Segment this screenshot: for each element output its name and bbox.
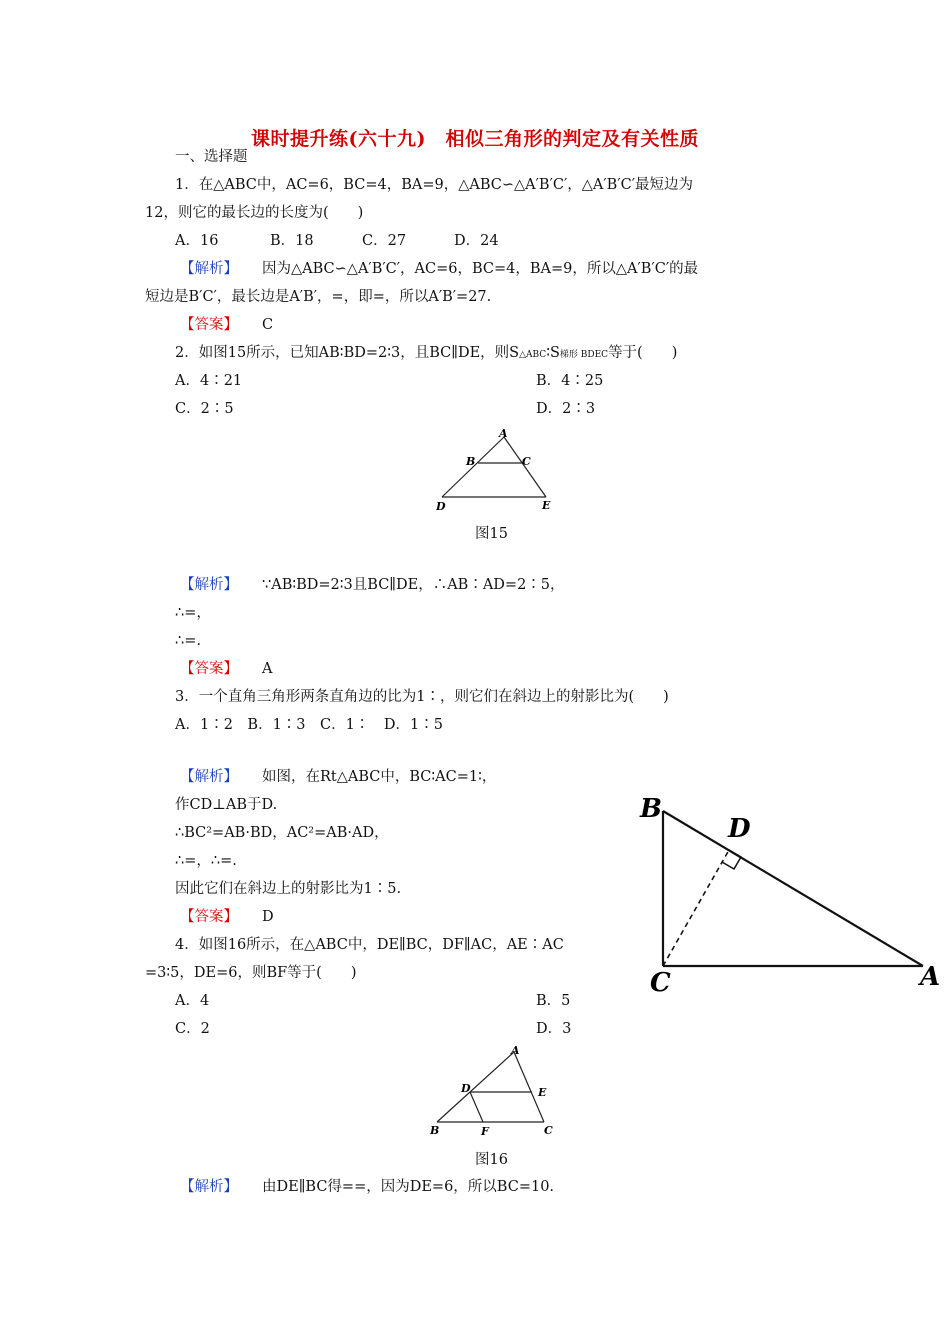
fig16-label-a: A [511,1044,520,1057]
q2-stem-sub2: 梯形 BDEC [559,350,609,360]
q3-answer: D [262,909,274,925]
fig15-caption: 图15 [475,526,508,542]
q2-analysis-line1: ∵AB∶BD=2∶3且BC∥DE，∴AB∶AD=2∶5， [262,577,565,593]
q1-analysis-line1: 因为△ABC∽△A′B′C′，AC=6，BC=4，BA=9，所以△A′B′C′的最 [262,261,699,277]
fig16-label-f: F [481,1125,489,1138]
fig3-label-c: C [650,968,671,998]
q2-option-b: B．4∶25 [536,373,604,389]
q3-analysis-line3: ∴BC²=AB·BD，AC²=AB·AD， [175,825,389,841]
q2-analysis-tag: 【解析】 [180,577,238,593]
q2-stem-sub1: △ABC [519,350,547,360]
q4-stem-line1: 4．如图16所示，在△ABC中，DE∥BC，DF∥AC，AE∶AC [175,937,564,953]
fig3-label-a: A [920,962,941,992]
q3-analysis-tag: 【解析】 [180,769,238,785]
q3-analysis-line2: 作CD⊥AB于D. [175,797,278,813]
fig15-label-d: D [436,500,446,513]
fig15-label-e: E [542,499,551,512]
q2-answer: A [262,661,273,677]
q4-option-d: D．3 [536,1021,572,1037]
q4-analysis-line1: 由DE∥BC得==，因为DE=6，所以BC=10. [262,1179,555,1195]
fig16-label-c: C [544,1124,553,1137]
fig16-label-e: E [538,1086,547,1099]
q4-option-b: B．5 [536,993,571,1009]
q2-stem-part3: 等于( ) [608,345,678,361]
fig3-label-d: D [728,814,751,844]
fig16-caption: 图16 [475,1152,508,1168]
q2-stem-part2: ∶S [546,345,560,361]
q4-option-c: C．2 [175,1021,210,1037]
q4-stem-line2: =3∶5，DE=6，则BF等于( ) [145,965,357,981]
q3-analysis-line5: 因此它们在斜边上的射影比为1∶5. [175,881,402,897]
fig15-label-a: A [499,427,508,440]
q3-stem: 3．一个直角三角形两条直角边的比为1∶，则它们在斜边上的射影比为( ) [175,689,669,705]
q1-answer: C [262,317,274,333]
fig3-label-b: B [640,794,662,824]
right-triangle-figure [630,785,945,1000]
page-title: 课时提升练(六十九) 相似三角形的判定及有关性质 [251,128,699,150]
q3-answer-tag: 【答案】 [180,909,238,925]
q2-stem-part1: 2．如图15所示，已知AB∶BD=2∶3，且BC∥DE，则S [175,345,520,361]
q1-option-d: D．24 [454,233,499,249]
q3-analysis-line4: ∴=，∴=. [175,853,237,869]
fig15-label-c: C [522,455,531,468]
q3-analysis-line1: 如图，在Rt△ABC中，BC∶AC=1∶， [262,769,497,785]
q2-option-c: C．2∶5 [175,401,234,417]
q1-analysis-tag: 【解析】 [180,261,238,277]
q1-option-c: C．27 [362,233,407,249]
q2-stem [175,343,677,365]
q1-option-a: A．16 [175,233,219,249]
q1-analysis-line2: 短边是B′C′，最长边是A′B′，=，即=，所以A′B′=27. [145,289,492,305]
figure-16 [425,1042,565,1142]
q4-analysis-tag: 【解析】 [180,1179,238,1195]
q2-answer-tag: 【答案】 [180,661,238,677]
fig16-label-b: B [430,1124,440,1137]
fig15-label-b: B [466,455,476,468]
q2-analysis-line3: ∴=. [175,633,201,649]
q2-analysis-line2: ∴=， [175,605,211,621]
q4-option-a: A．4 [175,993,210,1009]
q1-stem-line2: 12，则它的最长边的长度为( ) [145,205,364,221]
fig16-label-d: D [461,1082,471,1095]
q3-options: A．1∶2 B．1∶3 C．1∶ D．1∶5 [175,717,443,733]
q1-option-b: B．18 [270,233,314,249]
figure-15 [430,425,560,515]
section-heading: 一、选择题 [175,149,248,165]
q1-answer-tag: 【答案】 [180,317,238,333]
q2-option-a: A．4∶21 [175,373,243,389]
q2-option-d: D．2∶3 [536,401,596,417]
q1-stem-line1: 1．在△ABC中，AC=6，BC=4，BA=9，△ABC∽△A′B′C′，△A′B′C′最短边为 [175,177,693,193]
